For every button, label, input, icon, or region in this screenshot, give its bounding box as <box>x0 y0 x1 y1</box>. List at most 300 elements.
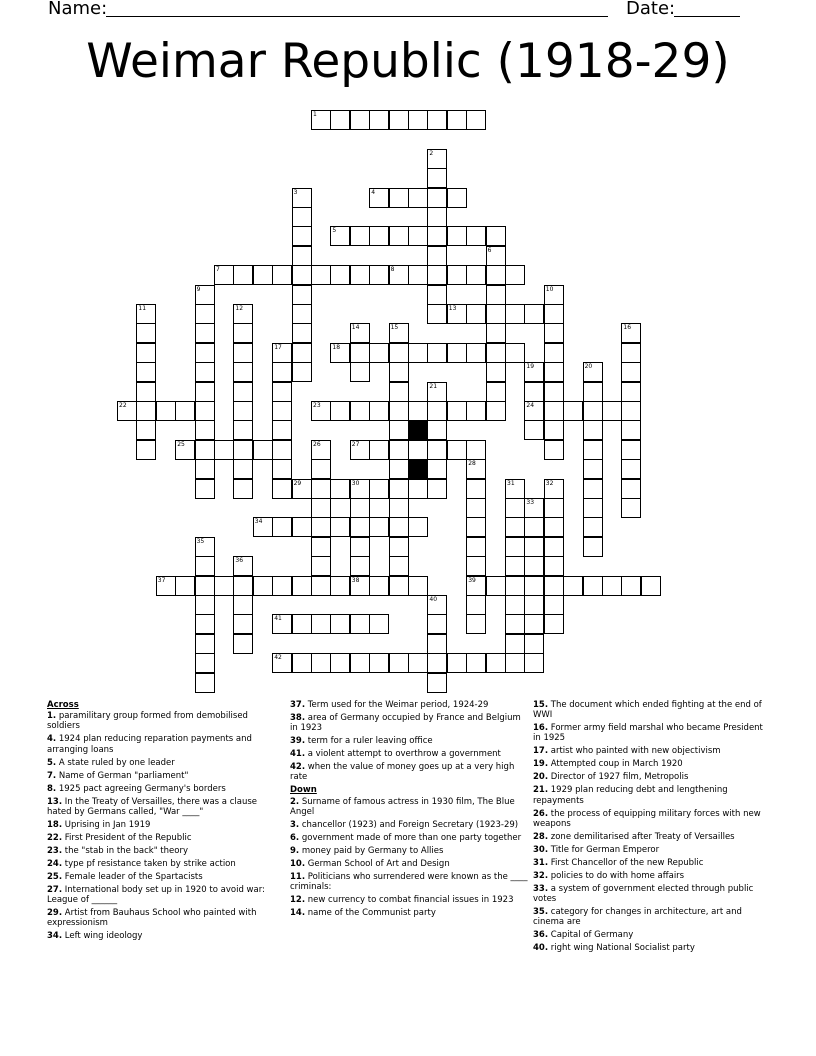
grid-cell[interactable] <box>272 343 292 363</box>
grid-cell[interactable] <box>272 265 292 285</box>
grid-cell[interactable] <box>350 110 370 130</box>
grid-cell[interactable] <box>447 226 467 246</box>
grid-cell[interactable] <box>233 614 253 634</box>
grid-cell[interactable] <box>524 537 544 557</box>
grid-cell[interactable] <box>214 576 234 596</box>
grid-cell[interactable] <box>195 673 215 693</box>
grid-cell[interactable] <box>563 401 583 421</box>
grid-cell[interactable] <box>369 188 389 208</box>
grid-cell[interactable] <box>427 440 447 460</box>
grid-cell[interactable] <box>583 401 603 421</box>
grid-cell[interactable] <box>369 265 389 285</box>
grid-cell[interactable] <box>505 343 525 363</box>
grid-cell[interactable] <box>621 459 641 479</box>
grid-cell[interactable] <box>486 343 506 363</box>
grid-cell[interactable] <box>466 304 486 324</box>
grid-cell[interactable] <box>583 498 603 518</box>
grid-cell[interactable] <box>136 304 156 324</box>
grid-cell[interactable] <box>311 614 331 634</box>
grid-cell[interactable] <box>311 556 331 576</box>
grid-cell[interactable] <box>272 440 292 460</box>
grid-cell[interactable] <box>389 382 409 402</box>
grid-cell[interactable] <box>427 673 447 693</box>
grid-cell[interactable] <box>524 517 544 537</box>
clue-number: 8 <box>390 266 395 274</box>
grid-cell[interactable] <box>350 614 370 634</box>
grid-cell[interactable] <box>350 653 370 673</box>
grid-cell[interactable] <box>466 576 486 596</box>
grid-cell[interactable] <box>369 576 389 596</box>
grid-cell[interactable] <box>447 653 467 673</box>
grid-cell[interactable] <box>253 265 273 285</box>
grid-cell[interactable] <box>408 576 428 596</box>
grid-cell[interactable] <box>621 479 641 499</box>
grid-cell[interactable] <box>292 653 312 673</box>
grid-cell[interactable] <box>505 517 525 537</box>
grid-cell[interactable] <box>389 440 409 460</box>
grid-cell[interactable] <box>583 382 603 402</box>
grid-cell[interactable] <box>427 653 447 673</box>
grid-cell[interactable] <box>447 343 467 363</box>
grid-cell[interactable] <box>195 401 215 421</box>
grid-cell[interactable] <box>330 517 350 537</box>
grid-cell[interactable] <box>195 362 215 382</box>
grid-cell[interactable] <box>544 362 564 382</box>
grid-cell[interactable] <box>156 576 176 596</box>
grid-cell[interactable] <box>544 401 564 421</box>
grid-cell[interactable] <box>214 440 234 460</box>
grid-cell[interactable] <box>505 614 525 634</box>
grid-cell[interactable] <box>350 226 370 246</box>
grid-cell[interactable] <box>544 498 564 518</box>
grid-cell[interactable] <box>369 343 389 363</box>
grid-cell[interactable] <box>350 343 370 363</box>
grid-cell[interactable] <box>427 207 447 227</box>
grid-cell[interactable] <box>389 323 409 343</box>
grid-cell[interactable] <box>524 498 544 518</box>
grid-cell[interactable] <box>621 440 641 460</box>
grid-cell[interactable] <box>466 265 486 285</box>
grid-cell[interactable] <box>486 576 506 596</box>
grid-cell[interactable] <box>369 517 389 537</box>
grid-cell[interactable] <box>447 110 467 130</box>
grid-cell[interactable] <box>350 440 370 460</box>
grid-cell[interactable] <box>486 265 506 285</box>
grid-cell[interactable] <box>427 595 447 615</box>
grid-cell[interactable] <box>272 614 292 634</box>
grid-cell[interactable] <box>330 653 350 673</box>
grid-cell[interactable] <box>311 498 331 518</box>
grid-cell[interactable] <box>524 576 544 596</box>
grid-cell[interactable] <box>350 537 370 557</box>
grid-cell[interactable] <box>544 517 564 537</box>
grid-cell[interactable] <box>311 479 331 499</box>
grid-cell[interactable] <box>330 110 350 130</box>
grid-cell[interactable] <box>292 343 312 363</box>
grid-cell[interactable] <box>292 188 312 208</box>
grid-cell[interactable] <box>292 285 312 305</box>
grid-cell[interactable] <box>583 362 603 382</box>
grid-cell[interactable] <box>524 614 544 634</box>
grid-cell[interactable] <box>389 479 409 499</box>
clue-number: 21 <box>429 382 438 390</box>
grid-cell[interactable] <box>136 323 156 343</box>
grid-cell[interactable] <box>350 498 370 518</box>
grid-cell[interactable] <box>466 595 486 615</box>
grid-cell[interactable] <box>408 653 428 673</box>
grid-cell[interactable] <box>466 556 486 576</box>
grid-cell[interactable] <box>427 634 447 654</box>
grid-cell[interactable] <box>466 401 486 421</box>
grid-cell[interactable] <box>292 576 312 596</box>
grid-cell[interactable] <box>486 226 506 246</box>
grid-cell[interactable] <box>156 401 176 421</box>
grid-cell[interactable] <box>486 323 506 343</box>
grid-cell[interactable] <box>602 576 622 596</box>
grid-cell[interactable] <box>389 537 409 557</box>
grid-cell[interactable] <box>311 653 331 673</box>
grid-cell[interactable] <box>466 537 486 557</box>
grid-cell[interactable] <box>369 653 389 673</box>
grid-cell[interactable] <box>195 382 215 402</box>
grid-cell[interactable] <box>583 517 603 537</box>
grid-cell[interactable] <box>195 459 215 479</box>
grid-cell[interactable] <box>583 420 603 440</box>
grid-cell[interactable] <box>292 265 312 285</box>
grid-cell[interactable] <box>544 382 564 402</box>
grid-cell[interactable] <box>524 634 544 654</box>
grid-cell[interactable] <box>292 614 312 634</box>
grid-cell[interactable] <box>408 188 428 208</box>
grid-cell[interactable] <box>233 323 253 343</box>
grid-cell[interactable] <box>330 401 350 421</box>
grid-cell[interactable] <box>389 362 409 382</box>
grid-cell[interactable] <box>427 110 447 130</box>
grid-cell[interactable] <box>505 576 525 596</box>
grid-cell[interactable] <box>641 576 661 596</box>
grid-cell[interactable] <box>602 401 622 421</box>
grid-cell[interactable] <box>350 556 370 576</box>
grid-cell[interactable] <box>544 323 564 343</box>
grid-cell[interactable] <box>350 479 370 499</box>
grid-cell[interactable] <box>272 401 292 421</box>
grid-cell[interactable] <box>427 343 447 363</box>
grid-cell[interactable] <box>621 420 641 440</box>
grid-cell[interactable] <box>195 634 215 654</box>
grid-cell[interactable] <box>253 576 273 596</box>
grid-cell[interactable] <box>505 498 525 518</box>
grid-cell[interactable] <box>136 440 156 460</box>
grid-cell[interactable] <box>427 188 447 208</box>
grid-cell[interactable] <box>389 653 409 673</box>
grid-cell[interactable] <box>408 110 428 130</box>
grid-cell[interactable] <box>427 614 447 634</box>
grid-cell[interactable] <box>136 382 156 402</box>
grid-cell[interactable] <box>544 304 564 324</box>
grid-cell[interactable] <box>195 479 215 499</box>
grid-cell[interactable] <box>389 517 409 537</box>
grid-cell[interactable] <box>427 479 447 499</box>
grid-cell[interactable] <box>369 226 389 246</box>
grid-cell[interactable] <box>350 323 370 343</box>
grid-cell[interactable] <box>233 401 253 421</box>
grid-cell[interactable] <box>486 304 506 324</box>
grid-cell[interactable] <box>563 576 583 596</box>
grid-cell[interactable] <box>233 304 253 324</box>
down-clue <box>533 832 765 842</box>
grid-cell[interactable] <box>427 401 447 421</box>
grid-cell[interactable] <box>389 265 409 285</box>
grid-cell[interactable] <box>524 420 544 440</box>
grid-cell[interactable] <box>369 401 389 421</box>
grid-cell[interactable] <box>505 479 525 499</box>
grid-cell[interactable] <box>389 401 409 421</box>
grid-cell[interactable] <box>466 440 486 460</box>
grid-cell[interactable] <box>505 653 525 673</box>
grid-cell[interactable] <box>524 362 544 382</box>
grid-cell[interactable] <box>233 479 253 499</box>
grid-cell[interactable] <box>195 537 215 557</box>
grid-cell[interactable] <box>292 304 312 324</box>
grid-cell[interactable] <box>195 420 215 440</box>
grid-cell[interactable] <box>466 479 486 499</box>
grid-cell[interactable] <box>272 479 292 499</box>
grid-cell[interactable] <box>175 440 195 460</box>
grid-cell[interactable] <box>195 440 215 460</box>
grid-cell[interactable] <box>195 576 215 596</box>
grid-cell[interactable] <box>389 343 409 363</box>
grid-cell[interactable] <box>195 614 215 634</box>
grid-cell[interactable] <box>466 517 486 537</box>
grid-cell[interactable] <box>447 265 467 285</box>
grid-cell[interactable] <box>447 188 467 208</box>
grid-cell[interactable] <box>621 401 641 421</box>
grid-cell[interactable] <box>427 420 447 440</box>
grid-cell[interactable] <box>505 556 525 576</box>
grid-cell[interactable] <box>330 614 350 634</box>
grid-cell[interactable] <box>272 517 292 537</box>
grid-cell[interactable] <box>466 653 486 673</box>
grid-cell[interactable] <box>486 401 506 421</box>
grid-cell[interactable] <box>621 382 641 402</box>
grid-cell[interactable] <box>292 517 312 537</box>
grid-cell[interactable] <box>544 556 564 576</box>
grid-cell[interactable] <box>389 498 409 518</box>
grid-cell[interactable] <box>136 362 156 382</box>
grid-cell[interactable] <box>272 420 292 440</box>
grid-cell[interactable] <box>427 149 447 169</box>
grid-cell[interactable] <box>427 168 447 188</box>
grid-cell[interactable] <box>621 323 641 343</box>
grid-cell[interactable] <box>408 265 428 285</box>
grid-cell[interactable] <box>505 634 525 654</box>
grid-cell[interactable] <box>408 401 428 421</box>
grid-cell[interactable] <box>175 401 195 421</box>
grid-cell[interactable] <box>350 401 370 421</box>
grid-cell[interactable] <box>544 614 564 634</box>
grid-cell[interactable] <box>544 343 564 363</box>
grid-cell[interactable] <box>524 401 544 421</box>
grid-cell[interactable] <box>330 479 350 499</box>
grid-cell[interactable] <box>447 401 467 421</box>
grid-cell[interactable] <box>311 576 331 596</box>
grid-cell[interactable] <box>505 537 525 557</box>
grid-cell[interactable] <box>583 576 603 596</box>
grid-cell[interactable] <box>544 285 564 305</box>
grid-cell[interactable] <box>136 401 156 421</box>
grid-cell[interactable] <box>544 479 564 499</box>
grid-cell[interactable] <box>195 595 215 615</box>
grid-cell[interactable] <box>214 265 234 285</box>
grid-cell[interactable] <box>369 110 389 130</box>
grid-cell[interactable] <box>544 595 564 615</box>
grid-cell[interactable] <box>175 576 195 596</box>
grid-cell[interactable] <box>195 285 215 305</box>
grid-cell[interactable] <box>292 479 312 499</box>
grid-cell[interactable] <box>466 226 486 246</box>
grid-cell[interactable] <box>447 304 467 324</box>
grid-cell[interactable] <box>524 304 544 324</box>
grid-cell[interactable] <box>583 537 603 557</box>
grid-cell[interactable] <box>233 362 253 382</box>
grid-cell[interactable] <box>621 343 641 363</box>
grid-cell[interactable] <box>369 479 389 499</box>
grid-cell[interactable] <box>486 285 506 305</box>
grid-cell[interactable] <box>272 576 292 596</box>
grid-cell[interactable] <box>350 517 370 537</box>
grid-cell[interactable] <box>466 343 486 363</box>
grid-cell[interactable] <box>311 517 331 537</box>
grid-cell[interactable] <box>524 595 544 615</box>
grid-cell[interactable] <box>233 576 253 596</box>
grid-cell[interactable] <box>311 537 331 557</box>
grid-cell[interactable] <box>233 265 253 285</box>
grid-cell[interactable] <box>350 265 370 285</box>
grid-cell[interactable] <box>486 653 506 673</box>
grid-cell[interactable] <box>292 226 312 246</box>
grid-cell[interactable] <box>292 362 312 382</box>
grid-cell[interactable] <box>466 459 486 479</box>
grid-cell[interactable] <box>389 556 409 576</box>
grid-cell[interactable] <box>195 304 215 324</box>
grid-cell[interactable] <box>292 207 312 227</box>
grid-cell[interactable] <box>544 420 564 440</box>
grid-cell[interactable] <box>195 323 215 343</box>
grid-cell[interactable] <box>408 343 428 363</box>
grid-cell[interactable] <box>466 110 486 130</box>
grid-cell[interactable] <box>408 226 428 246</box>
grid-cell[interactable] <box>233 556 253 576</box>
grid-cell[interactable] <box>621 498 641 518</box>
grid-cell[interactable] <box>272 362 292 382</box>
grid-cell[interactable] <box>544 440 564 460</box>
grid-cell[interactable] <box>486 246 506 266</box>
grid-cell[interactable] <box>466 614 486 634</box>
grid-cell[interactable] <box>233 440 253 460</box>
grid-cell[interactable] <box>505 265 525 285</box>
grid-cell[interactable] <box>195 343 215 363</box>
grid-cell[interactable] <box>330 576 350 596</box>
grid-cell[interactable] <box>524 382 544 402</box>
grid-cell[interactable] <box>330 226 350 246</box>
grid-cell[interactable] <box>117 401 137 421</box>
grid-cell[interactable] <box>369 614 389 634</box>
grid-cell[interactable] <box>427 382 447 402</box>
grid-cell[interactable] <box>136 420 156 440</box>
grid-cell[interactable] <box>505 304 525 324</box>
grid-cell[interactable] <box>447 440 467 460</box>
grid-cell[interactable] <box>621 576 641 596</box>
grid-cell[interactable] <box>350 362 370 382</box>
grid-cell[interactable] <box>330 343 350 363</box>
grid-cell[interactable] <box>350 576 370 596</box>
grid-cell[interactable] <box>330 265 350 285</box>
grid-cell[interactable] <box>408 440 428 460</box>
grid-cell[interactable] <box>389 110 409 130</box>
grid-cell[interactable] <box>427 265 447 285</box>
grid-cell[interactable] <box>389 576 409 596</box>
grid-cell[interactable] <box>486 382 506 402</box>
grid-cell[interactable] <box>311 265 331 285</box>
grid-cell[interactable] <box>389 459 409 479</box>
grid-cell[interactable] <box>311 440 331 460</box>
grid-cell[interactable] <box>408 479 428 499</box>
grid-cell[interactable] <box>292 323 312 343</box>
grid-cell[interactable] <box>272 382 292 402</box>
grid-cell[interactable] <box>505 595 525 615</box>
grid-cell[interactable] <box>369 440 389 460</box>
grid-cell[interactable] <box>486 362 506 382</box>
grid-cell[interactable] <box>272 459 292 479</box>
grid-cell[interactable] <box>427 304 447 324</box>
grid-cell[interactable] <box>544 537 564 557</box>
grid-cell[interactable] <box>544 576 564 596</box>
grid-cell[interactable] <box>524 556 544 576</box>
clue-text: 1924 plan reducing reparation payments and arranging loans <box>47 734 252 755</box>
grid-cell[interactable] <box>136 343 156 363</box>
grid-cell[interactable] <box>233 595 253 615</box>
grid-cell[interactable] <box>389 226 409 246</box>
grid-cell[interactable] <box>233 420 253 440</box>
grid-cell[interactable] <box>466 498 486 518</box>
grid-cell[interactable] <box>311 401 331 421</box>
grid-cell[interactable] <box>311 459 331 479</box>
grid-cell[interactable] <box>583 459 603 479</box>
grid-cell[interactable] <box>233 382 253 402</box>
grid-cell[interactable] <box>583 440 603 460</box>
grid-cell[interactable] <box>233 634 253 654</box>
grid-cell[interactable] <box>408 517 428 537</box>
grid-cell[interactable] <box>427 226 447 246</box>
grid-cell[interactable] <box>389 188 409 208</box>
grid-cell[interactable] <box>389 420 409 440</box>
grid-cell[interactable] <box>583 479 603 499</box>
grid-cell[interactable] <box>233 343 253 363</box>
grid-cell[interactable] <box>195 653 215 673</box>
grid-cell[interactable] <box>272 653 292 673</box>
grid-cell[interactable] <box>292 246 312 266</box>
grid-cell[interactable] <box>427 246 447 266</box>
grid-cell[interactable] <box>253 440 273 460</box>
grid-cell[interactable] <box>311 110 331 130</box>
grid-cell[interactable] <box>524 653 544 673</box>
grid-cell[interactable] <box>427 285 447 305</box>
grid-cell[interactable] <box>233 459 253 479</box>
grid-cell[interactable] <box>427 459 447 479</box>
grid-cell[interactable] <box>621 362 641 382</box>
grid-cell[interactable] <box>195 556 215 576</box>
grid-cell[interactable] <box>253 517 273 537</box>
